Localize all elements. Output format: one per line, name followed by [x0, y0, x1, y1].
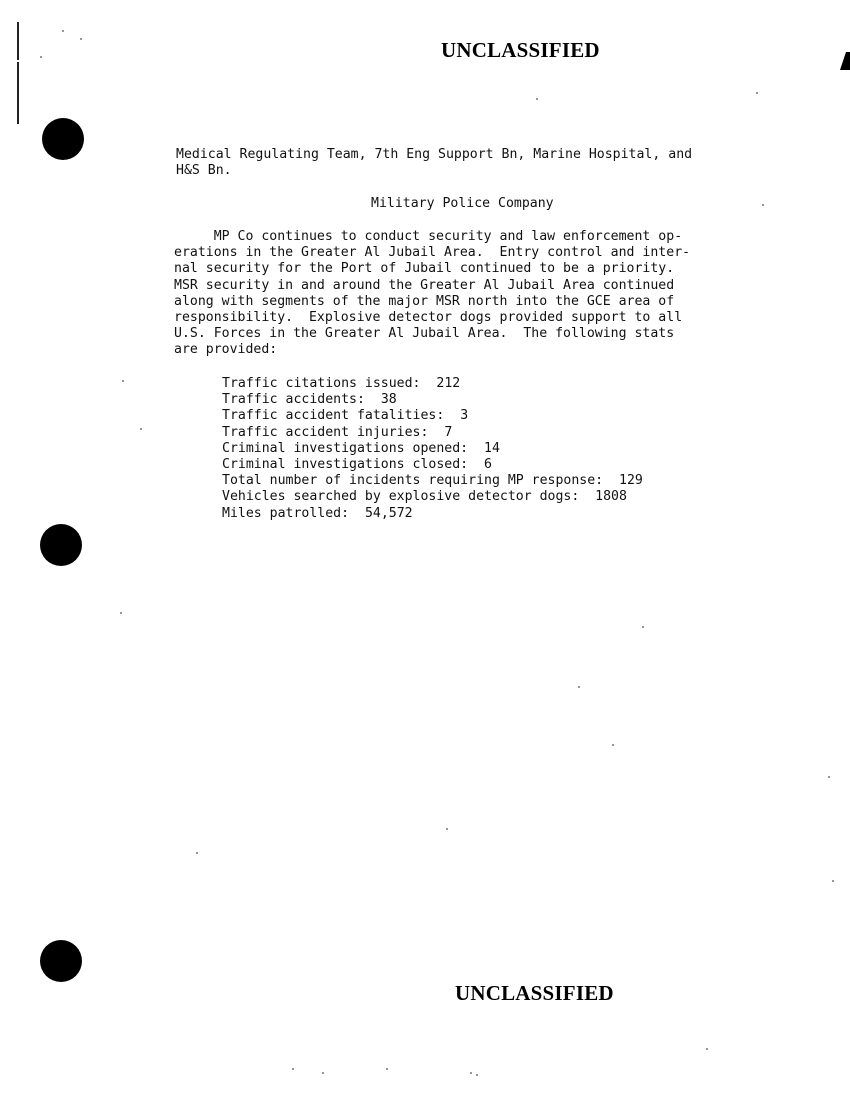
- scan-speck: [578, 686, 580, 688]
- paragraph-line: responsibility. Explosive detector dogs provided support to all: [174, 310, 683, 326]
- stat-value: 1808: [595, 489, 627, 505]
- scan-speck: [386, 1068, 388, 1070]
- scan-speck: [536, 98, 538, 100]
- body-paragraph: [174, 229, 814, 359]
- scan-speck: [828, 776, 830, 778]
- classification-header: UNCLASSIFIED: [441, 38, 600, 62]
- scan-speck: [756, 92, 758, 94]
- stat-label: Vehicles searched by explosive detector dogs:: [222, 489, 580, 505]
- stat-row: [222, 504, 782, 520]
- stat-label: Traffic citations issued:: [222, 376, 421, 391]
- stat-value: 129: [619, 473, 643, 489]
- stats-list: [222, 374, 782, 520]
- stat-label: Traffic accident injuries:: [222, 424, 429, 440]
- scan-speck: [140, 428, 142, 430]
- paragraph-line: nal security for the Port of Jubail continued to be a priority.: [174, 261, 675, 277]
- stat-label: Total number of incidents requiring MP response:: [222, 473, 604, 489]
- stat-value: 14: [484, 440, 500, 456]
- stat-row: [222, 374, 782, 390]
- stat-row: [222, 471, 782, 487]
- paragraph-line: U.S. Forces in the Greater Al Jubail Area. The following stats: [174, 326, 675, 342]
- scan-speck: [80, 38, 82, 40]
- stat-label: Traffic accidents:: [222, 392, 365, 408]
- stat-row: [222, 487, 782, 503]
- paragraph-line: MP Co continues to conduct security and law enforcement op-: [174, 229, 683, 244]
- stat-row: [222, 455, 782, 471]
- intro-line: Medical Regulating Team, 7th Eng Support Bn, Marine Hospital, and: [176, 147, 693, 162]
- stat-value: 3: [460, 408, 469, 424]
- stat-value: 212: [436, 376, 461, 391]
- scan-speck: [470, 1072, 472, 1074]
- scan-speck: [706, 1048, 708, 1050]
- scan-speck: [322, 1072, 324, 1074]
- stat-label: Criminal investigations closed:: [222, 456, 469, 472]
- paragraph-line: are provided:: [174, 342, 278, 358]
- paragraph-line: erations in the Greater Al Jubail Area. Entry control and inter-: [174, 245, 691, 261]
- scan-speck: [40, 56, 42, 58]
- stat-label: Traffic accident fatalities:: [222, 408, 445, 424]
- stat-row: [222, 406, 782, 422]
- scan-speck: [122, 380, 124, 382]
- paragraph-line: MSR security in and around the Greater Al Jubail Area continued: [174, 277, 675, 293]
- scan-corner-mark: [840, 52, 850, 70]
- stat-value: 38: [380, 392, 397, 408]
- scan-speck: [832, 880, 834, 882]
- scan-speck: [476, 1074, 478, 1076]
- scan-edge-line: [17, 22, 19, 60]
- scan-edge-line: [17, 62, 19, 124]
- stat-row: [222, 439, 782, 455]
- section-title: Military Police Company: [371, 196, 554, 211]
- punch-hole: [42, 118, 84, 160]
- stat-row: [222, 390, 782, 406]
- paragraph-line: along with segments of the major MSR north into the GCE area of: [174, 293, 675, 309]
- punch-hole: [40, 524, 82, 566]
- intro-line: H&S Bn.: [176, 163, 232, 178]
- stat-label: Miles patrolled:: [222, 505, 350, 521]
- classification-footer: UNCLASSIFIED: [455, 981, 614, 1005]
- scan-speck: [120, 612, 122, 614]
- scan-speck: [612, 744, 614, 746]
- scan-speck: [642, 626, 644, 628]
- punch-hole: [40, 940, 82, 982]
- stat-value: 7: [444, 424, 453, 440]
- scan-speck: [446, 828, 448, 830]
- stat-label: Criminal investigations opened:: [222, 440, 469, 456]
- scan-speck: [62, 30, 64, 32]
- scan-speck: [762, 204, 764, 206]
- stat-value: 54,572: [364, 505, 413, 521]
- stat-value: 6: [484, 456, 492, 472]
- scan-speck: [196, 852, 198, 854]
- stat-row: [222, 423, 782, 439]
- scan-speck: [292, 1068, 294, 1070]
